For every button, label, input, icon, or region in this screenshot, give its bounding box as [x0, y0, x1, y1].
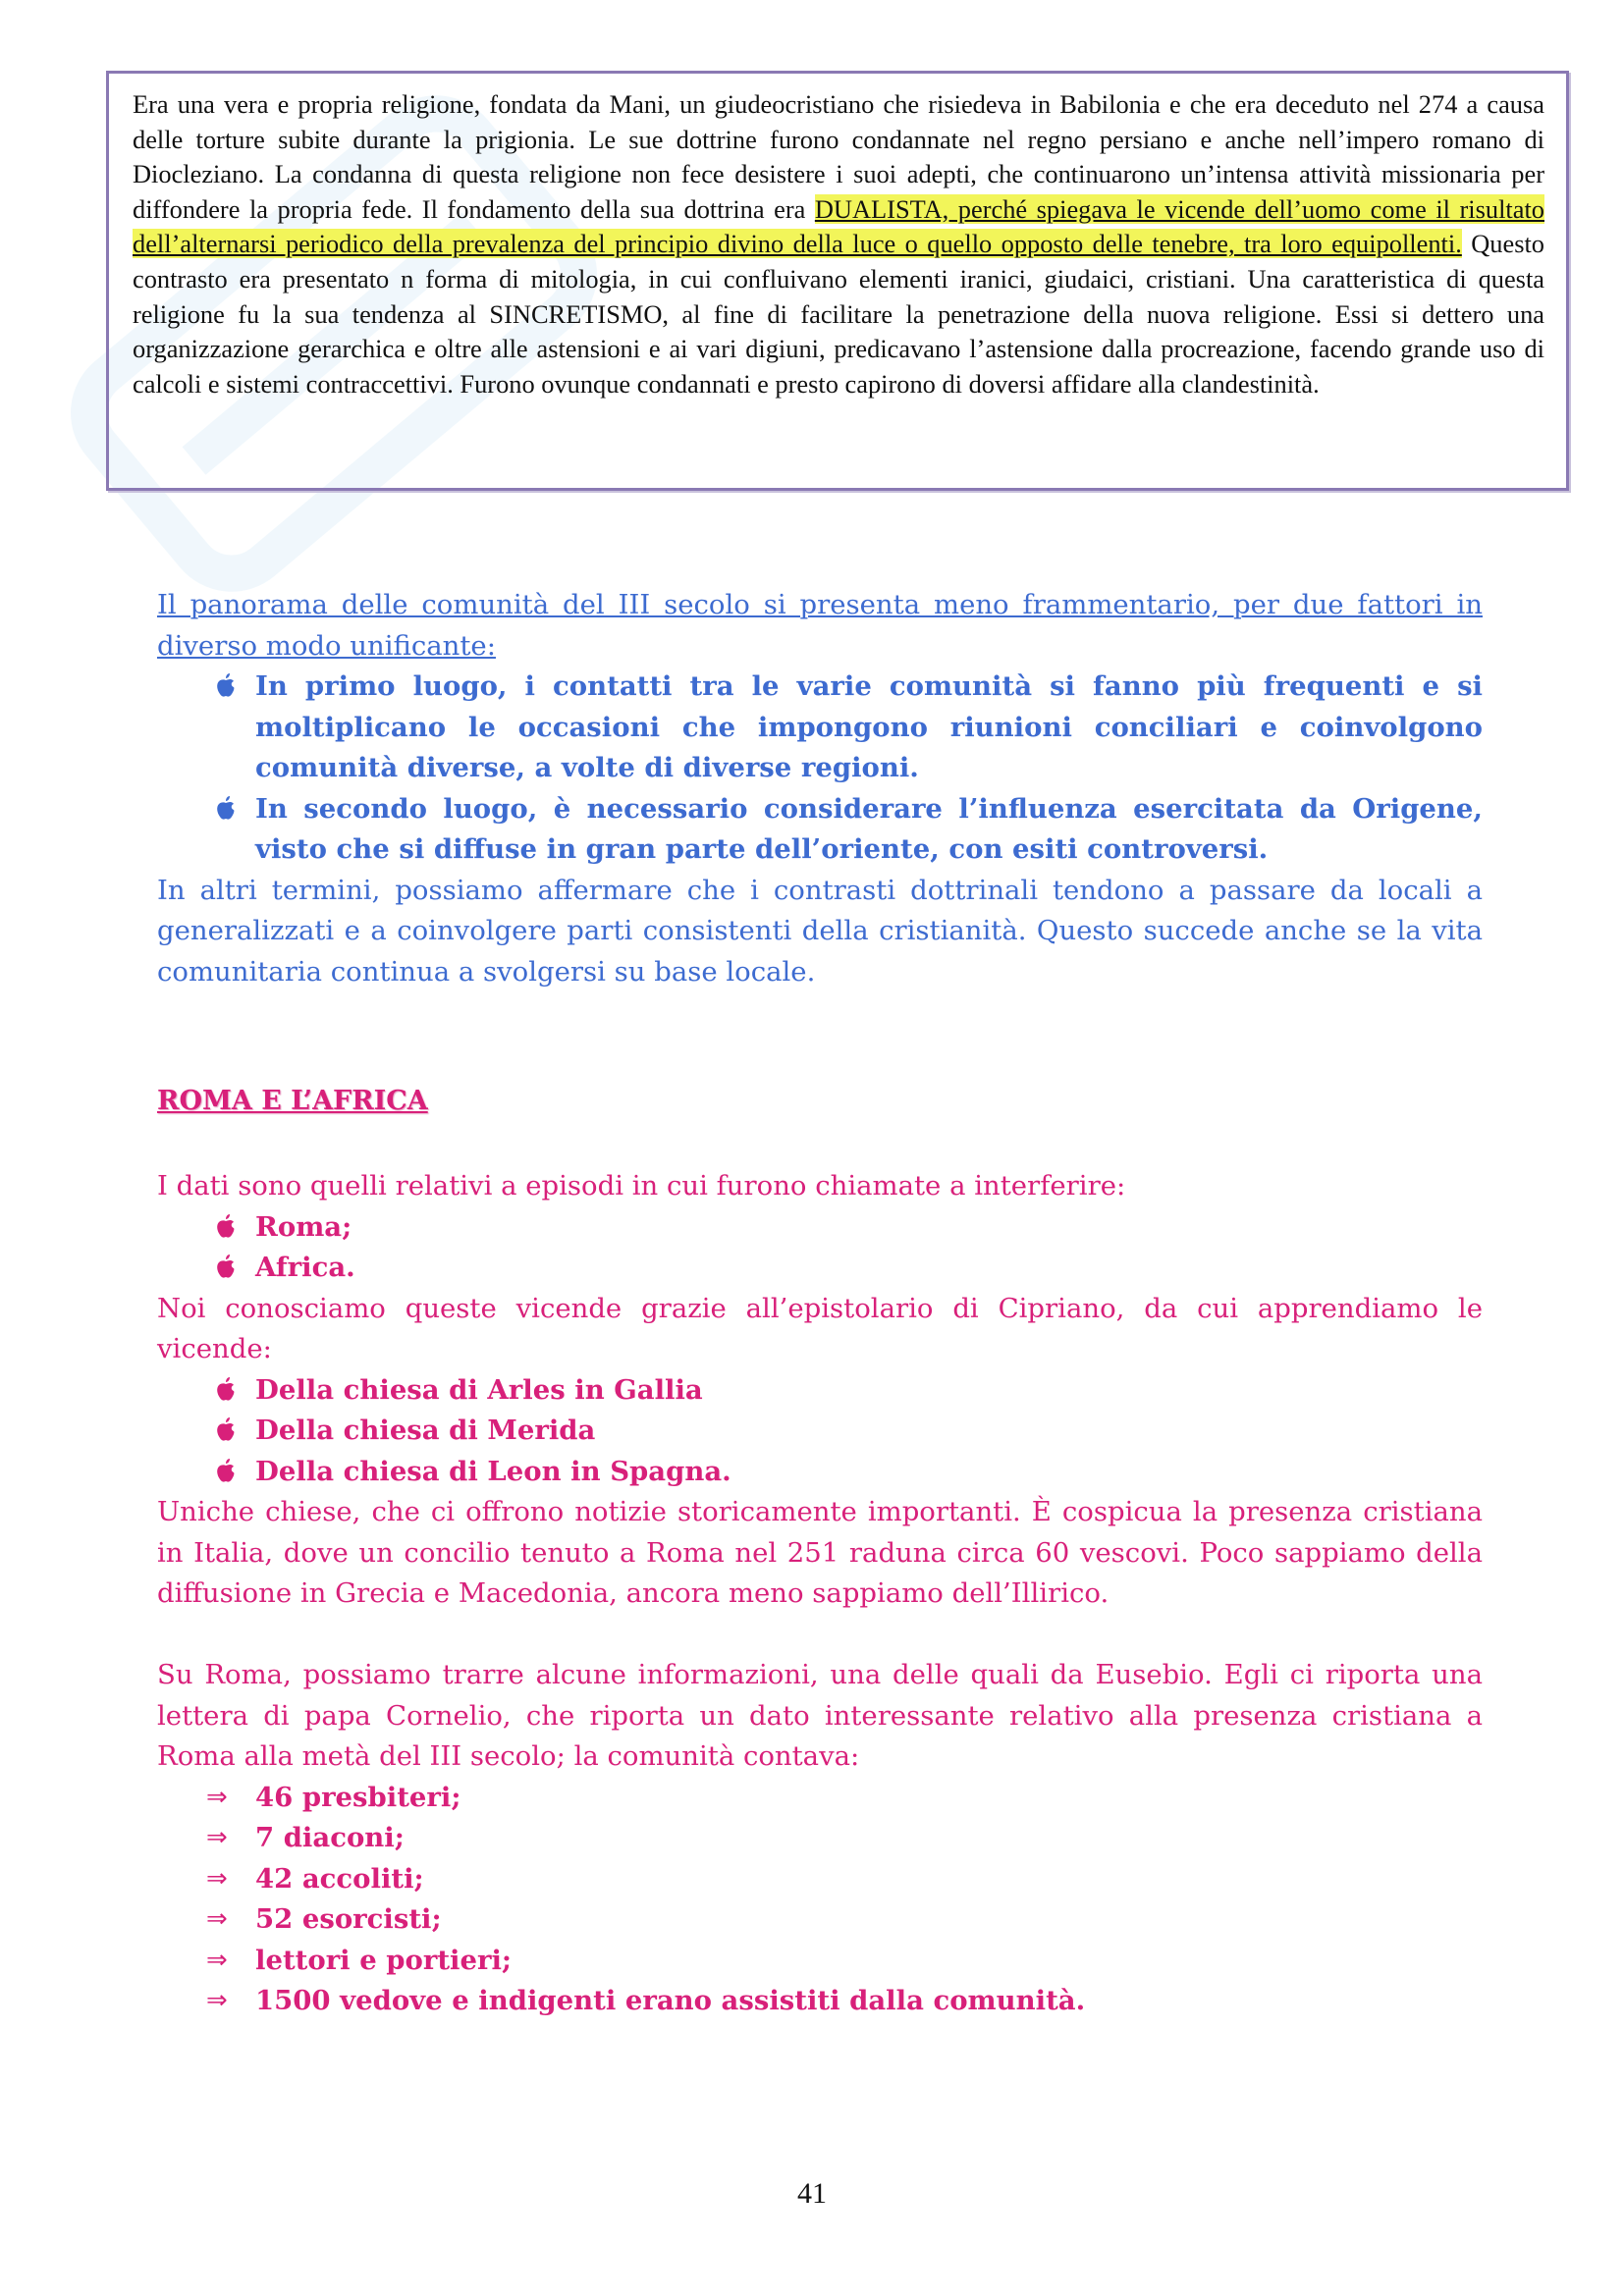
list-item [206, 1981, 1483, 2022]
apple-icon [214, 671, 238, 699]
list-item [206, 789, 1483, 871]
count-text: lettori e portieri; [255, 1944, 513, 1976]
box-paragraph [133, 87, 1544, 401]
box-text-before: Era una vera e propria religione, fondata da Mani, un giudeocristiano che risiedeva in Babilonia e che era deceduto nel 274 a causa delle torture subite durante la prigionia. Le sue dottrine furono condannate nel regno persiano e anche nell’impero romano di Diocleziano. La condanna di questa religione non fece desistere i suoi adepti, che continuarono un’intensa attività missionaria per diffondere la propria fede. Il fondamento della sua dottrina era [133, 89, 1544, 224]
list-item [206, 1248, 1483, 1289]
apple-icon [214, 794, 238, 822]
list-item [206, 1411, 1483, 1452]
spacer [157, 1615, 1483, 1656]
bullet-text: In secondo luogo, è necessario considerare l’influenza esercitata da Origene, visto che si diffuse in gran parte dell’oriente, con esiti controversi. [255, 792, 1483, 865]
intro-paragraph: I dati sono quelli relativi a episodi in cui furono chiamate a interferire: [157, 1170, 1126, 1201]
panorama-lead: Il panorama delle comunità del III secolo si presenta meno frammentario, per due fattori in diverso modo unificante: [157, 589, 1483, 662]
su-roma-paragraph: Su Roma, possiamo trarre alcune informazioni, una delle quali da Eusebio. Egli ci riporta una lettera di papa Cornelio, che riporta un dato interessante relativo alla presenza cristiana a Roma alla metà del III secolo; la comunità contava: [157, 1659, 1483, 1772]
count-text: 42 accoliti; [255, 1862, 424, 1895]
count-text: 1500 vedove e indigenti erano assistiti dalla comunità. [255, 1985, 1086, 2016]
panorama-conclusion: In altri termini, possiamo affermare che i contrasti dottrinali tendono a passare da locali a generalizzati e a coinvolgere parti consistenti della cristianità. Questo succede anche se la vita comunitaria continua a svolgersi su base locale. [157, 874, 1483, 988]
list-item [206, 1778, 1483, 1819]
apple-icon [214, 1253, 238, 1280]
counts-list [157, 1778, 1483, 2022]
count-text: 7 diaconi; [255, 1822, 405, 1853]
list-item [206, 1818, 1483, 1859]
roma-africa-section [157, 1166, 1483, 2022]
list-item [206, 1941, 1483, 1982]
place-text: Roma; [255, 1210, 352, 1243]
list-item [206, 1370, 1483, 1412]
list-item [206, 1207, 1483, 1249]
church-text: Della chiesa di Arles in Gallia [255, 1373, 703, 1406]
box-text-after: Questo contrasto era presentato n forma di mitologia, in cui confluivano elementi iranici, giudaici, cristiani. Una caratteristica di questa religione fu la sua tendenza al SINCRETISMO, al fine di facilitare la penetrazione della nuova religione. Essi si dettero una organizzazione gerarchica e oltre alle astensioni e ai vari digiuni, predicavano l’astensione dalla procreazione, facendo grande uso di calcoli e sistemi contraccettivi. Furono ovunque condannati e presto capirono di doversi affidare alla clandestinità. [133, 229, 1544, 399]
list-item [206, 1899, 1483, 1941]
double-arrow-icon: ⇒ [206, 1986, 228, 2015]
double-arrow-icon: ⇒ [206, 1782, 228, 1812]
apple-icon [214, 1375, 238, 1403]
epistolario-paragraph: Noi conosciamo queste vicende grazie all’epistolario di Cipriano, da cui apprendiamo le vicende: [157, 1292, 1483, 1364]
list-item [206, 1859, 1483, 1900]
uniche-paragraph: Uniche chiese, che ci offrono notizie storicamente importanti. È cospicua la presenza cristiana in Italia, dove un concilio tenuto a Roma nel 251 raduna circa 60 vescovi. Poco sappiamo della diffusione in Grecia e Macedonia, ancora meno sappiamo dell’Illirico. [157, 1496, 1483, 1609]
double-arrow-icon: ⇒ [206, 1823, 228, 1852]
manichaeism-box [106, 71, 1569, 491]
church-text: Della chiesa di Leon in Spagna. [255, 1455, 731, 1487]
panorama-bullets [157, 667, 1483, 871]
double-arrow-icon: ⇒ [206, 1945, 228, 1975]
churches-list [157, 1370, 1483, 1493]
count-text: 46 presbiteri; [255, 1781, 461, 1813]
dualista-highlight: DUALISTA, perché spiegava le vicende dell’uomo come il risultato dell’alternarsi periodico della prevalenza del principio divino della luce o quello opposto delle tenebre, tra loro equipollenti. [133, 193, 1544, 259]
page-number: 41 [797, 2177, 827, 2210]
places-list [157, 1207, 1483, 1289]
apple-icon [214, 1415, 238, 1443]
apple-icon [214, 1212, 238, 1240]
bullet-text: In primo luogo, i contatti tra le varie comunità si fanno più frequenti e si moltiplicano le occasioni che impongono riunioni conciliari e coinvolgono comunità diverse, a volte di diverse regioni. [255, 670, 1483, 783]
double-arrow-icon: ⇒ [206, 1904, 228, 1934]
double-arrow-icon: ⇒ [206, 1863, 228, 1894]
list-item [206, 1452, 1483, 1493]
place-text: Africa. [255, 1252, 355, 1283]
apple-icon [214, 1457, 238, 1484]
panorama-section [157, 585, 1483, 992]
list-item [206, 667, 1483, 789]
church-text: Della chiesa di Merida [255, 1415, 596, 1446]
section-heading-roma-africa: ROMA E L’AFRICA [157, 1086, 428, 1116]
count-text: 52 esorcisti; [255, 1903, 442, 1935]
